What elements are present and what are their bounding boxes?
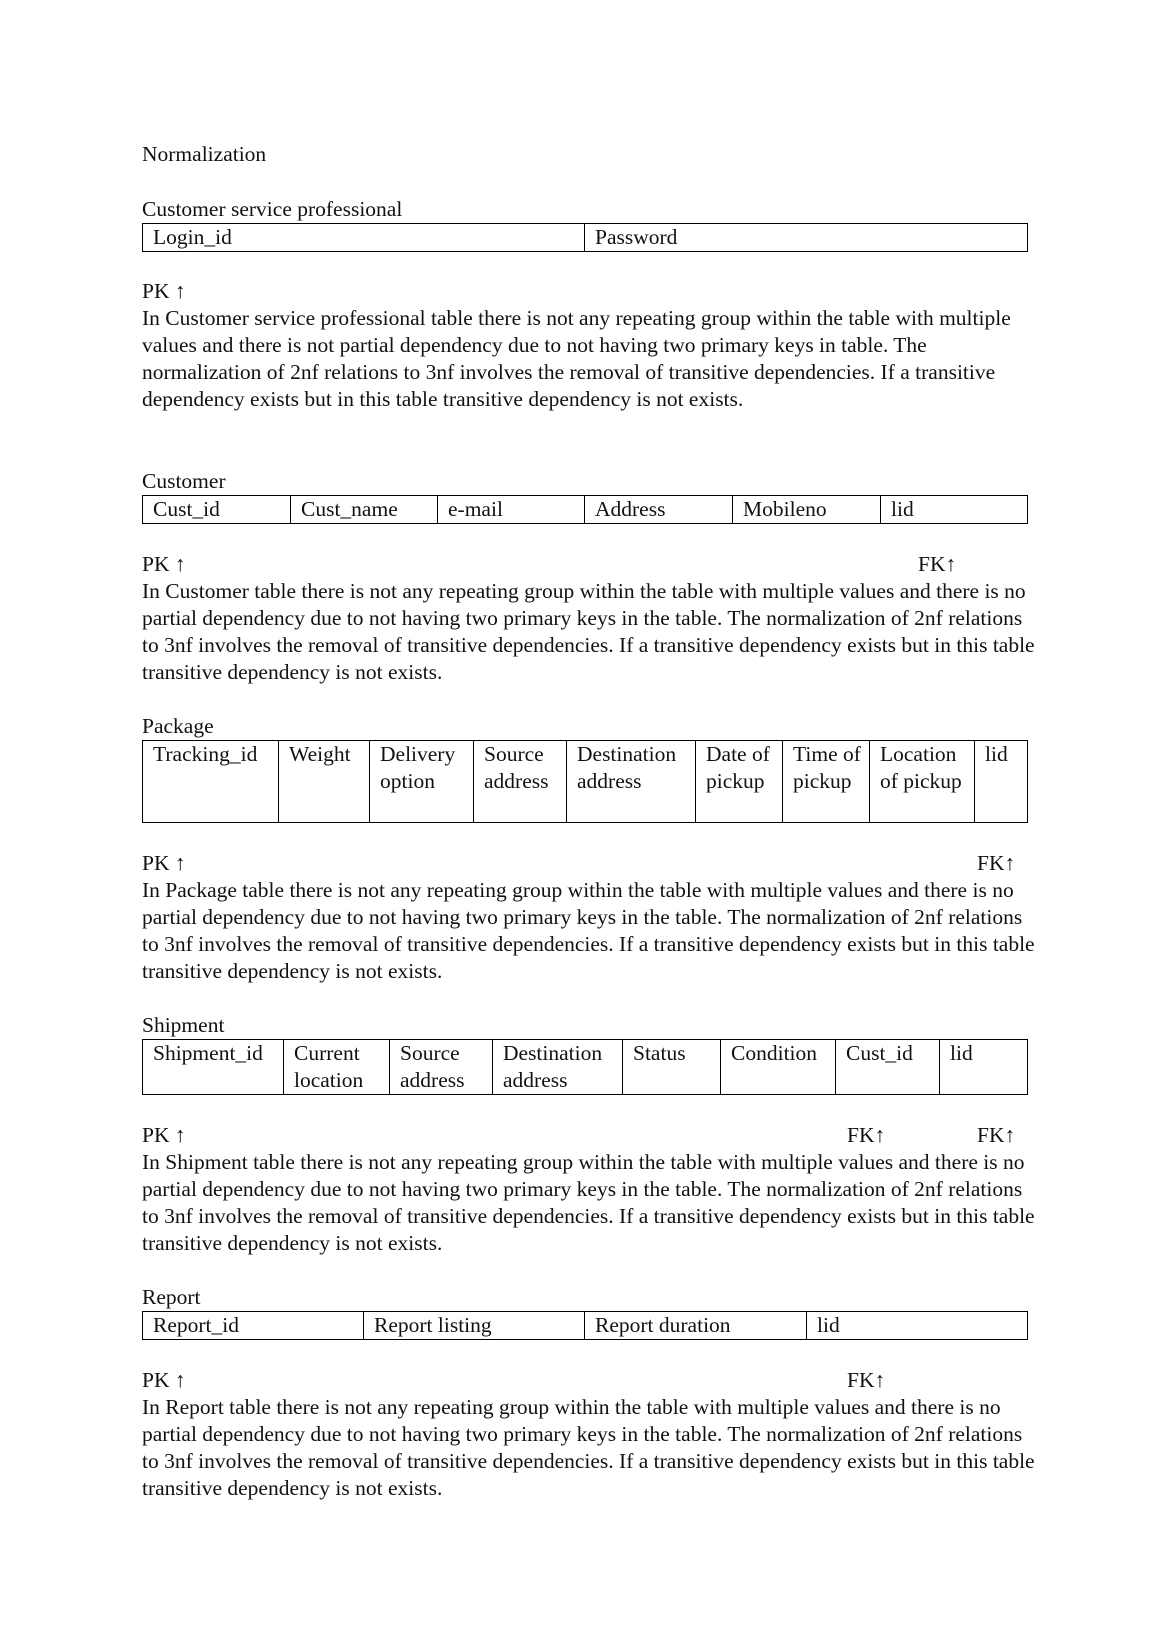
customer-table-title: Customer — [142, 469, 226, 493]
table-cell: Current location — [284, 1040, 390, 1095]
package-description: In Package table there is not any repeating group within the table with multiple values and there is no partial dependency due to not having two primary keys in the table. The normalization of 2nf relations to 3nf involves the removal of transitive dependencies. If a transitive dependency exists but in this table transitive dependency is not exists. — [142, 878, 1035, 983]
table-cell: Source address — [474, 741, 567, 823]
csp-description: In Customer service professional table there is not any repeating group within the table with multiple values and there is not partial dependency due to not having two primary keys in table. The normalization of 2nf relations to 3nf involves the removal of transitive dependencies. If a transitive dependency exists but in this table transitive dependency is not exists. — [142, 306, 1011, 411]
table-row — [143, 1040, 1028, 1095]
package-table — [142, 740, 1028, 823]
table-cell: lid — [975, 741, 1028, 823]
table-row — [143, 496, 1028, 524]
table-cell: lid — [881, 496, 1028, 524]
table-cell: lid — [807, 1312, 1028, 1340]
csp-table — [142, 223, 1028, 252]
fk-marker: FK↑ — [847, 1368, 886, 1392]
table-cell: Report duration — [585, 1312, 807, 1340]
table-cell: lid — [940, 1040, 1028, 1095]
fk-marker: FK↑ — [847, 1123, 886, 1147]
fk-marker: FK↑ — [977, 1123, 1016, 1147]
csp-table-title: Customer service professional — [142, 197, 403, 221]
table-cell: Tracking_id — [143, 741, 279, 823]
table-cell: Destination address — [493, 1040, 623, 1095]
table-cell: Cust_name — [291, 496, 438, 524]
table-cell: Cust_id — [143, 496, 291, 524]
table-cell: Weight — [279, 741, 370, 823]
pk-marker: PK ↑ — [142, 279, 186, 303]
table-cell: Delivery option — [370, 741, 474, 823]
table-cell: Date of pickup — [696, 741, 783, 823]
table-cell: Source address — [390, 1040, 493, 1095]
table-cell: e-mail — [438, 496, 585, 524]
fk-marker: FK↑ — [918, 552, 957, 576]
table-cell: Shipment_id — [143, 1040, 284, 1095]
table-row — [143, 224, 1028, 252]
table-cell: Time of pickup — [783, 741, 870, 823]
table-cell: Condition — [721, 1040, 836, 1095]
doc-title: Normalization — [142, 142, 267, 166]
table-cell: Location of pickup — [870, 741, 975, 823]
pk-marker: PK ↑ — [142, 851, 186, 875]
table-cell: Mobileno — [733, 496, 881, 524]
table-row — [143, 1312, 1028, 1340]
pk-marker: PK ↑ — [142, 552, 186, 576]
report-table-title: Report — [142, 1285, 201, 1309]
customer-description: In Customer table there is not any repeating group within the table with multiple values and there is no partial dependency due to not having two primary keys in the table. The normalization of 2nf relations to 3nf involves the removal of transitive dependencies. If a transitive dependency exists but in this table transitive dependency is not exists. — [142, 579, 1035, 684]
report-table — [142, 1311, 1028, 1340]
shipment-table-title: Shipment — [142, 1013, 225, 1037]
table-cell: Cust_id — [836, 1040, 940, 1095]
customer-table — [142, 495, 1028, 524]
shipment-description: In Shipment table there is not any repeating group within the table with multiple values and there is no partial dependency due to not having two primary keys in the table. The normalization of 2nf relations to 3nf involves the removal of transitive dependencies. If a transitive dependency exists but in this table transitive dependency is not exists. — [142, 1150, 1035, 1255]
pk-marker: PK ↑ — [142, 1123, 186, 1147]
table-cell: Login_id — [143, 224, 585, 252]
package-table-title: Package — [142, 714, 214, 738]
report-description: In Report table there is not any repeating group within the table with multiple values and there is no partial dependency due to not having two primary keys in the table. The normalization of 2nf relations to 3nf involves the removal of transitive dependencies. If a transitive dependency exists but in this table transitive dependency is not exists. — [142, 1395, 1035, 1500]
shipment-table — [142, 1039, 1028, 1095]
table-cell: Destination address — [567, 741, 696, 823]
pk-marker: PK ↑ — [142, 1368, 186, 1392]
table-cell: Report_id — [143, 1312, 364, 1340]
table-cell: Status — [623, 1040, 721, 1095]
table-cell: Address — [585, 496, 733, 524]
table-cell: Password — [585, 224, 1028, 252]
table-row — [143, 741, 1028, 823]
fk-marker: FK↑ — [977, 851, 1016, 875]
table-cell: Report listing — [364, 1312, 585, 1340]
